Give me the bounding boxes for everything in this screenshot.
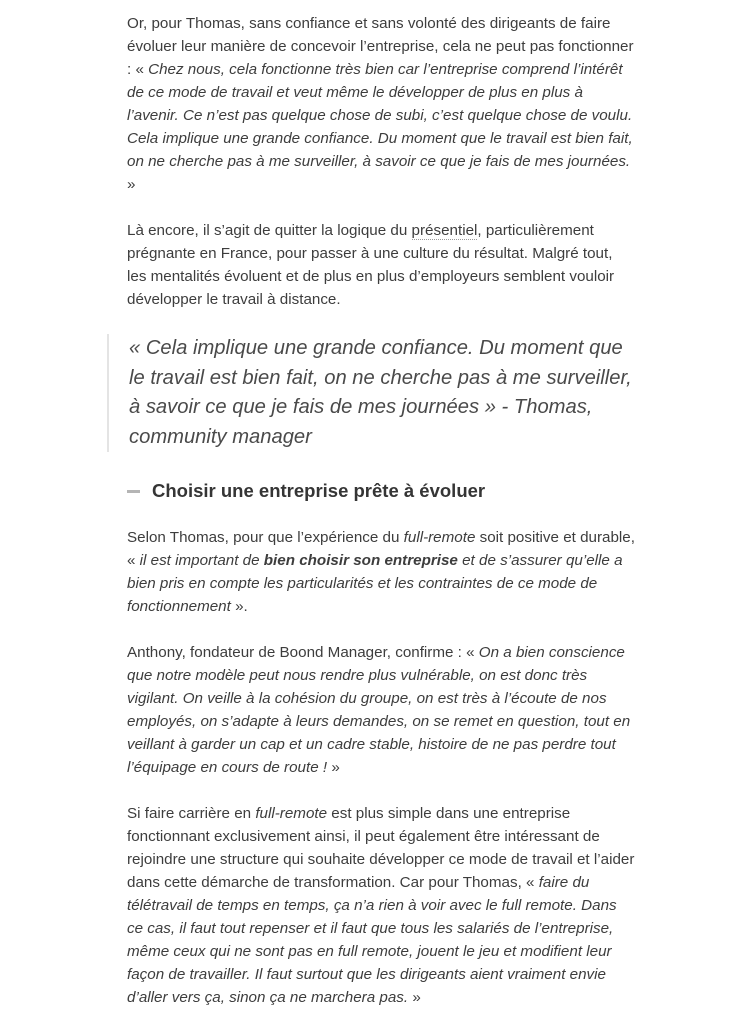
paragraph-text: Or, pour Thomas, sans confiance et sans volonté des dirigeants de faire évoluer leur manière de concevoir l’entreprise, cela ne peut pas fonctionner : «	[127, 15, 634, 78]
paragraph-choose-company	[127, 526, 635, 618]
paragraph-text: Là encore, il s’agit de quitter la logique du	[127, 222, 412, 239]
quote-text: il est important de	[139, 552, 264, 570]
paragraph-text: Si faire carrière en	[127, 805, 256, 823]
term-full-remote: full-remote	[255, 805, 328, 823]
paragraph-text: Selon Thomas, pour que l’expérience du	[127, 529, 404, 547]
quote-text: et de s’assurer qu’elle a bien pris en compte les particularités et les contraintes de ce mode de fonctionnement	[127, 552, 623, 616]
paragraph-text: »	[408, 989, 421, 1007]
paragraph-text: , particulièrement prégnante en France, pour passer à une culture du résultat. Malgré tout, les mentalités évoluent et de plus en plus d’employeurs semblent vouloir développer le travail à distance.	[127, 222, 615, 308]
article-body	[127, 12, 635, 1032]
quote-text: faire du télétravail de temps en temps, ça n’a rien à voir avec le full remote. Dans ce cas, il faut tout repenser et il faut que tous les salariés de l’entreprise, même ceux qui ne sont pas en full remote, jouent le jeu et modifient leur façon de travailler. Il faut surtout que les dirigeants aient vraiment envie d’aller vers ça, sinon ça ne marchera pas.	[127, 874, 617, 1007]
paragraph-text: »	[327, 759, 340, 777]
paragraph-text: Anthony, fondateur de Boond Manager, confirme : «	[127, 644, 479, 662]
paragraph-thomas-confidence	[127, 12, 635, 196]
heading-dash-icon	[127, 490, 140, 493]
term-full-remote: full-remote	[403, 529, 476, 547]
quote-text: Chez nous, cela fonctionne très bien car l’entreprise comprend l’intérêt de ce mode de travail et veut même le développer de plus en plus à l’avenir. Ce n’est pas quelque chose de subi, c’est quelque chose de voulu. Cela implique une grande confiance. Du moment que le travail est bien fait, on ne cherche pas à me surveiller, à savoir ce que je fais de mes journées.	[127, 61, 633, 170]
pull-quote: « Cela implique une grande confiance. Du moment que le travail est bien fait, on ne cherche pas à me surveiller, à savoir ce que je fais de mes journées » - Thomas, community manager	[107, 334, 635, 452]
paragraph-text: ».	[230, 598, 248, 616]
presentiel-link[interactable]: présentiel	[411, 222, 478, 239]
paragraph-anthony	[127, 641, 635, 779]
quote-emphasis: bien choisir son entreprise	[263, 552, 458, 570]
quote-text: On a bien conscience que notre modèle peut nous rendre plus vulnérable, on est donc très vigilant. On veille à la cohésion du groupe, on est très à l’écoute de nos employés, on s’adapte à leurs demandes, on se remet en question, tout en veillant à garder un cap et un cadre stable, histoire de ne pas perdre tout l’équipage en cours de route !	[127, 644, 631, 777]
paragraph-text: soit positive et durable, «	[127, 529, 635, 570]
paragraph-text: »	[127, 176, 136, 193]
section-heading	[127, 478, 635, 504]
paragraph-career-full-remote	[127, 802, 635, 1009]
paragraph-text: est plus simple dans une entreprise fonctionnant exclusivement ainsi, il peut également être intéressant de rejoindre une structure qui souhaite développer ce mode de travail et l’aider dans cette démarche de transformation. Car pour Thomas, «	[127, 805, 635, 892]
paragraph-presentiel	[127, 219, 635, 311]
section-title: Choisir une entreprise prête à évoluer	[152, 480, 486, 502]
